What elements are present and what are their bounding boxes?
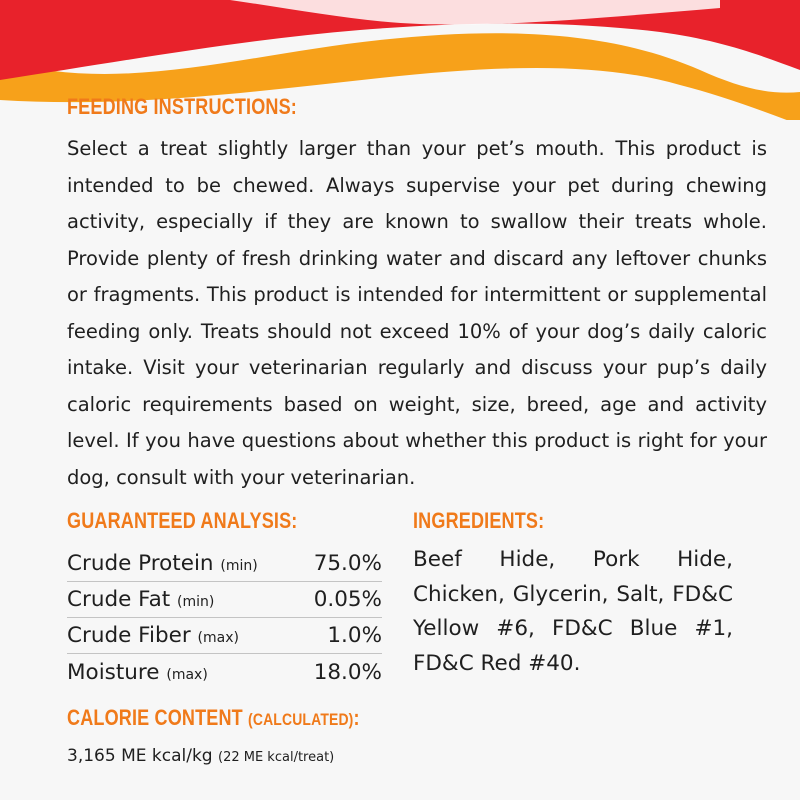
analysis-row-moisture: [67, 654, 382, 690]
guaranteed-analysis-table: [67, 546, 382, 690]
analysis-label: Crude Protein (min): [67, 551, 258, 576]
calorie-calculated-note: (CALCULATED): [248, 710, 354, 729]
calorie-content-heading: CALORIE CONTENT (CALCULATED):: [67, 705, 360, 730]
analysis-label: Crude Fat (min): [67, 587, 215, 612]
analysis-label: Moisture (max): [67, 659, 208, 685]
ingredients-heading: INGREDIENTS:: [413, 508, 545, 533]
analysis-row-crude-protein: [67, 546, 382, 582]
feeding-instructions-text: Select a treat slightly larger than your pet’s mouth. This product is intended to be chewed. Always supervise your pet during chewing activity, especially if they are known to swallow their treats whole. Provide plenty of fresh drinking water and discard any leftover chunks or fragments. This product is intended for intermittent or supplemental feeding only. Treats should not exceed 10% of your dog’s daily caloric intake. Visit your veterinarian regularly and discuss your pup’s daily caloric requirements based on weight, size, breed, age and activity level. If you have questions about whether this product is right for your dog, consult with your veterinarian.: [67, 137, 767, 489]
ingredients-text: Beef Hide, Pork Hide, Chicken, Glycerin, Salt, FD&C Yellow #6, FD&C Blue #1, FD&C Red #40.: [413, 547, 733, 676]
calorie-content-value: 3,165 ME kcal/kg (22 ME kcal/treat): [67, 746, 335, 766]
analysis-row-crude-fat: [67, 582, 382, 618]
analysis-label: Crude Fiber (max): [67, 623, 239, 648]
calorie-per-treat: (22 ME kcal/treat): [218, 750, 335, 765]
analysis-value: 0.05%: [313, 587, 382, 612]
analysis-value: 18.0%: [313, 659, 382, 685]
guaranteed-analysis-heading: GUARANTEED ANALYSIS:: [67, 508, 298, 533]
analysis-value: 75.0%: [313, 551, 382, 576]
analysis-row-crude-fiber: [67, 618, 382, 654]
analysis-value: 1.0%: [327, 623, 382, 648]
feeding-instructions-heading: FEEDING INSTRUCTIONS:: [67, 94, 297, 119]
